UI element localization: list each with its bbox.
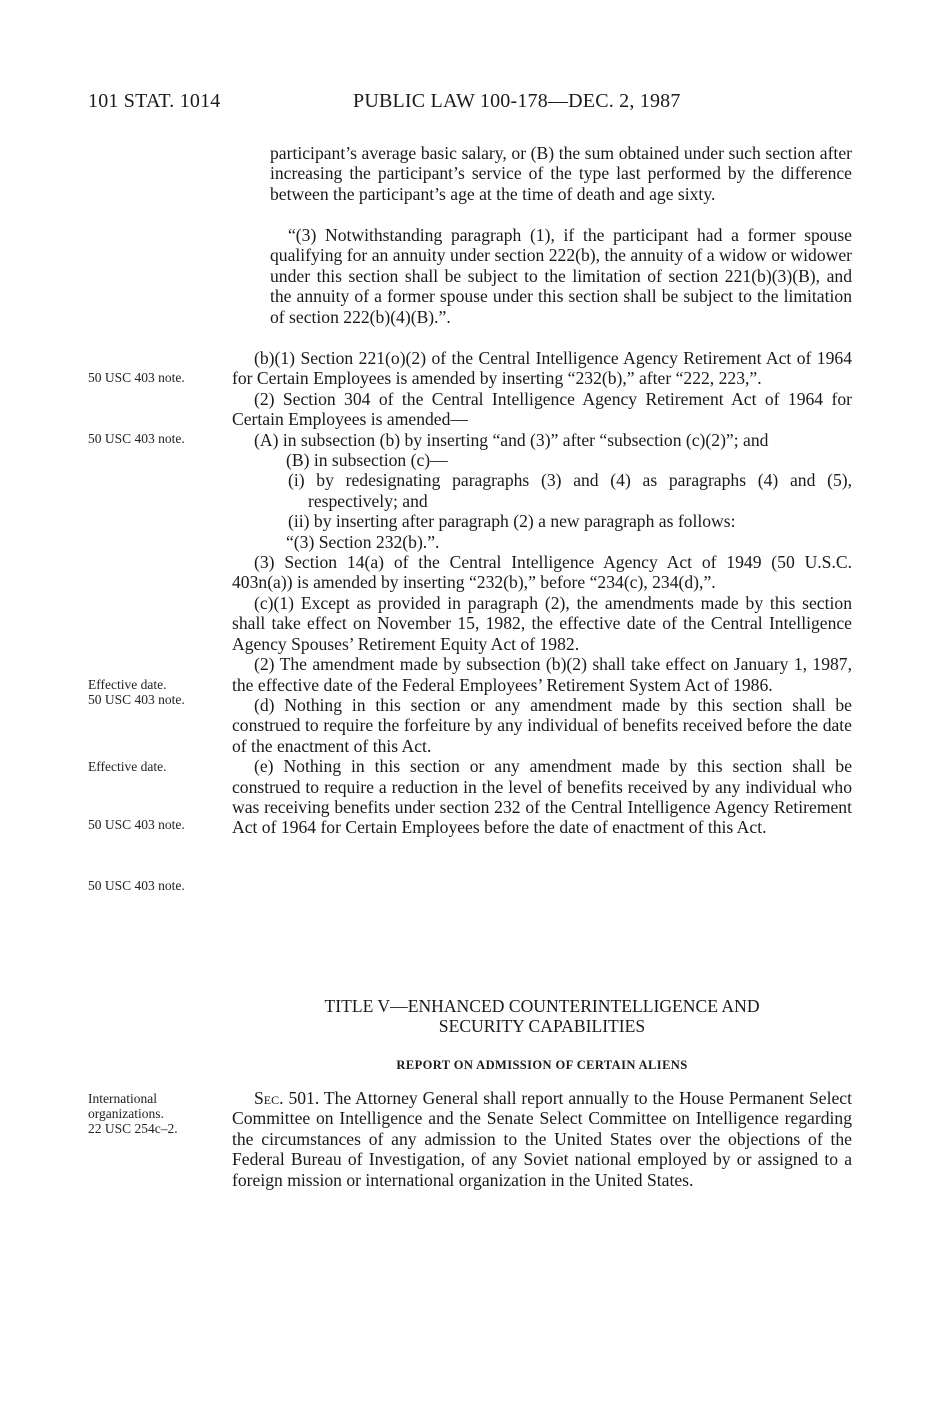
body-paragraph: participant’s average basic salary, or (B) the sum obtained under such section after increasing the participant’s service of the type last performed by the difference between the participant’s age at the time of death and age sixty. (270, 143, 852, 204)
body-paragraph: “(3) Section 232(b).”. (286, 531, 440, 552)
body-paragraph: (i) by redesignating paragraphs (3) and (4) as paragraphs (4) and (5), respectively; and (288, 470, 852, 511)
margin-note-international-3: 22 USC 254c–2. (88, 1121, 178, 1136)
margin-note-usc-1: 50 USC 403 note. (88, 370, 185, 385)
body-paragraph: (d) Nothing in this section or any amendment made by this section shall be construed to require the forfeiture by any individual of benefits received before the date of the enactment of this Act. (232, 694, 852, 756)
body-paragraph: (B) in subsection (c)— (286, 450, 448, 471)
section-label: Sec. 501. (254, 1088, 320, 1108)
margin-note-usc-3: 50 USC 403 note. (88, 692, 185, 707)
body-paragraph: (3) Section 14(a) of the Central Intelligence Agency Act of 1949 (50 U.S.C. 403n(a)) is amended by inserting “232(b),” before “234(c), 234(d),”. (232, 552, 852, 593)
body-paragraph: (e) Nothing in this section or any amendment made by this section shall be construed to require a reduction in the level of benefits received by any individual who was receiving benefits under section 232 of the Central Intelligence Agency Retirement Act of 1964 for Certain Employees before the date of enactment of this Act. (232, 756, 852, 838)
section-501-paragraph (232, 1088, 852, 1190)
body-paragraph: (b)(1) Section 221(o)(2) of the Central Intelligence Agency Retirement Act of 1964 for Certain Employees is amended by inserting “232(b),” after “222, 223,”. (232, 348, 852, 389)
margin-note-international-2: organizations. (88, 1106, 164, 1121)
margin-note-international-1: International (88, 1091, 157, 1106)
body-paragraph: (c)(1) Except as provided in paragraph (2), the amendments made by this section shall take effect on November 15, 1982, the effective date of the Central Intelligence Agency Spouses’ Retirement Equity Act of 1982. (232, 592, 852, 654)
body-paragraph: “(3) Notwithstanding paragraph (1), if the participant had a former spouse qualifying for an annuity under section 222(b), the annuity of a widow or widower under this section shall be subject to the limitation of section 221(b)(3)(B), and the annuity of a former spouse under this section shall be subject to the limitation of section 222(b)(4)(B).”. (270, 225, 852, 327)
statute-page-reference: 101 STAT. 1014 (88, 90, 221, 112)
paragraph-block (232, 348, 852, 838)
title-heading (232, 996, 852, 1036)
body-paragraph: (2) The amendment made by subsection (b)(2) shall take effect on January 1, 1987, the effective date of the Federal Employees’ Retirement System Act of 1986. (232, 654, 852, 695)
title-line-2: SECURITY CAPABILITIES (438, 1016, 646, 1036)
section-501 (232, 1088, 852, 1190)
body-paragraph: (ii) by inserting after paragraph (2) a new paragraph as follows: (288, 511, 736, 532)
body-paragraph: (2) Section 304 of the Central Intelligence Agency Retirement Act of 1964 for Certain Employees is amended— (232, 388, 852, 430)
paragraph-continuation (270, 143, 852, 204)
margin-note-usc-5: 50 USC 403 note. (88, 878, 185, 893)
section-text: The Attorney General shall report annually to the House Permanent Select Committee on Intelligence and the Senate Select Committee on Intelligence regarding the circumstances of any admission to the United States over the objections of the Federal Bureau of Investigation, of any Soviet national employed by or assigned to a foreign mission or international organization in the United States. (232, 1088, 852, 1190)
paragraph-block (270, 225, 852, 327)
body-paragraph: (A) in subsection (b) by inserting “and (3)” after “subsection (c)(2)”; and (254, 429, 769, 450)
page-header (88, 90, 853, 120)
margin-note-effective-date-1: Effective date. (88, 677, 167, 692)
title-line-1: TITLE V—ENHANCED COUNTERINTELLIGENCE AND (324, 996, 760, 1016)
public-law-title: PUBLIC LAW 100-178—DEC. 2, 1987 (353, 90, 681, 112)
margin-note-usc-2: 50 USC 403 note. (88, 431, 185, 446)
margin-note-usc-4: 50 USC 403 note. (88, 817, 185, 832)
section-subheading: REPORT ON ADMISSION OF CERTAIN ALIENS (396, 1058, 688, 1072)
margin-note-effective-date-2: Effective date. (88, 759, 167, 774)
